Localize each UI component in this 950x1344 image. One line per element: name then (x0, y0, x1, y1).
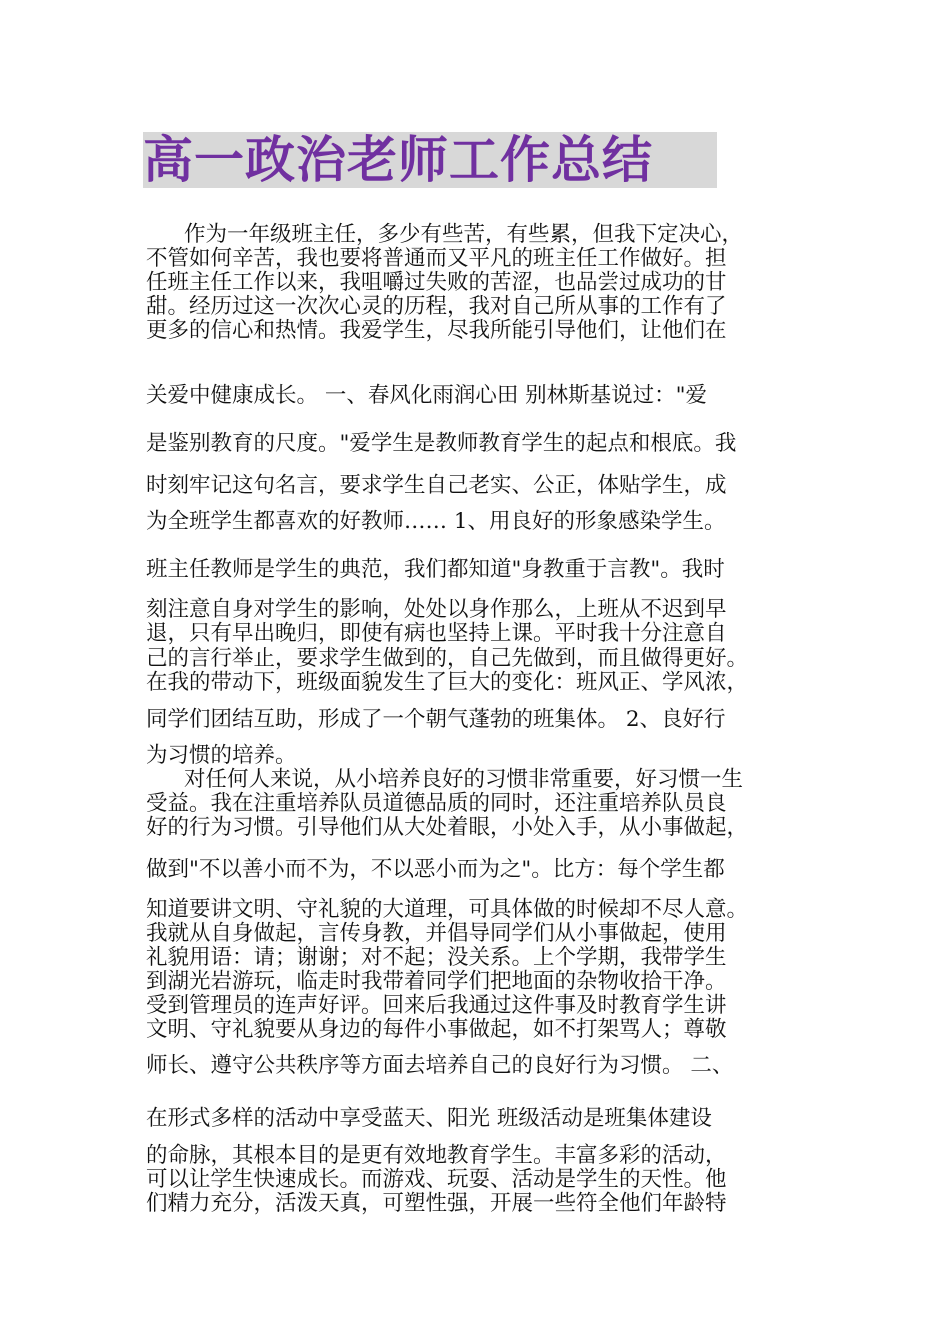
text-line: 为习惯的培养。 (146, 743, 297, 768)
text-line: 任班主任工作以来，我咀嚼过失败的苦涩，也品尝过成功的甘 (146, 270, 727, 295)
text-line: 师长、遵守公共秩序等方面去培养自己的良好行为习惯。 二、 (146, 1053, 734, 1078)
text-line: 在我的带动下，班级面貌发生了巨大的变化：班风正、学风浓， (146, 670, 749, 695)
text-line: 是鉴别教育的尺度。"爱学生是教师教育学生的起点和根底。我 (146, 431, 737, 456)
text-line: 己的言行举止，要求学生做到的，自己先做到，而且做得更好。 (146, 646, 749, 671)
text-line: 好的行为习惯。引导他们从大处着眼，小处入手，从小事做起， (146, 815, 749, 840)
text-line: 在形式多样的活动中享受蓝天、阳光 班级活动是班集体建设 (146, 1106, 712, 1131)
text-line: 到湖光岩游玩，临走时我带着同学们把地面的杂物收拾干净。 (146, 969, 727, 994)
text-line: 知道要讲文明、守礼貌的大道理，可具体做的时候却不尽人意。 (146, 897, 749, 922)
text-line: 受益。我在注重培养队员道德品质的同时，还注重培养队员良 (146, 791, 727, 816)
text-line: 关爱中健康成长。 一、春风化雨润心田 别林斯基说过："爱 (146, 383, 708, 408)
text-line: 甜。经历过这一次次心灵的历程，我对自己所从事的工作有了 (146, 294, 727, 319)
text-line: 不管如何辛苦，我也要将普通而又平凡的班主任工作做好。担 (146, 246, 727, 271)
text-line: 为全班学生都喜欢的好教师…… 1、用良好的形象感染学生。 (146, 509, 726, 534)
text-line: 的命脉，其根本目的是更有效地教育学生。丰富多彩的活动， (146, 1143, 727, 1168)
text-line: 退，只有早出晚归，即使有病也坚持上课。平时我十分注意自 (146, 621, 727, 646)
text-line: 我就从自身做起，言传身教，并倡导同学们从小事做起，使用 (146, 921, 727, 946)
text-line: 对任何人来说，从小培养良好的习惯非常重要，好习惯一生 (184, 767, 744, 792)
text-line: 更多的信心和热情。我爱学生，尽我所能引导他们，让他们在 (146, 318, 727, 343)
text-line: 作为一年级班主任，多少有些苦，有些累，但我下定决心， (184, 222, 744, 247)
text-line: 刻注意自身对学生的影响，处处以身作那么，上班从不迟到早 (146, 597, 727, 622)
text-line: 班主任教师是学生的典范，我们都知道"身教重于言教"。我时 (146, 557, 725, 582)
text-line: 受到管理员的连声好评。回来后我通过这件事及时教育学生讲 (146, 993, 727, 1018)
text-line: 同学们团结互助，形成了一个朝气蓬勃的班集体。 2、良好行 (146, 707, 726, 732)
text-line: 们精力充分，活泼天真，可塑性强，开展一些符全他们年龄特 (146, 1191, 727, 1216)
text-line: 可以让学生快速成长。而游戏、玩耍、活动是学生的天性。他 (146, 1167, 727, 1192)
text-line: 做到"不以善小而不为，不以恶小而为之"。比方：每个学生都 (146, 857, 725, 882)
text-line: 文明、守礼貌要从身边的每件小事做起，如不打架骂人；尊敬 (146, 1017, 727, 1042)
text-line: 时刻牢记这句名言，要求学生自己老实、公正，体贴学生，成 (146, 473, 727, 498)
text-line: 礼貌用语：请；谢谢；对不起；没关系。上个学期，我带学生 (146, 945, 727, 970)
document-title: 高一政治老师工作总结 (143, 132, 717, 188)
